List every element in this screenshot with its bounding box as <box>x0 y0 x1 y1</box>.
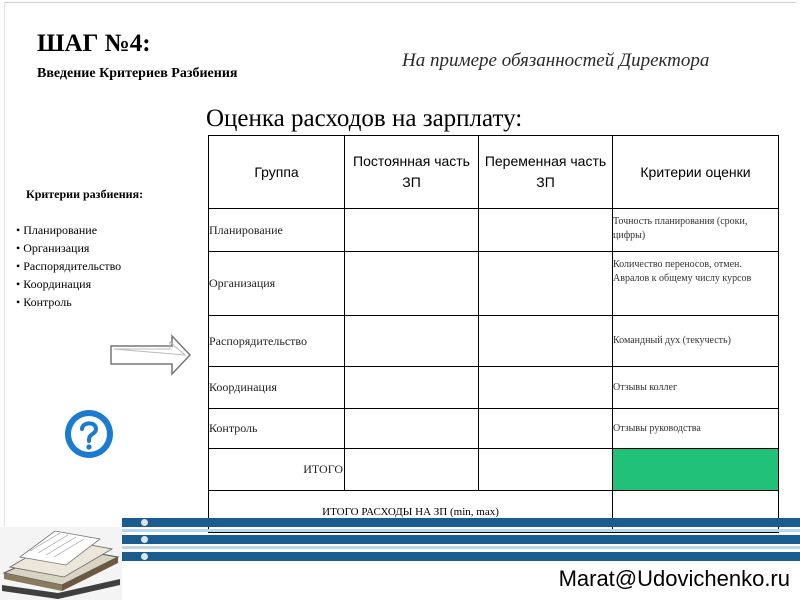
row-criterion: Отзывы коллег <box>613 367 779 409</box>
criteria-item-organization: • Организация <box>16 239 121 257</box>
banner-stripe <box>122 518 800 527</box>
total-fixed-cell[interactable] <box>345 449 479 491</box>
total-variable-cell[interactable] <box>479 449 613 491</box>
variable-pay-cell[interactable] <box>479 209 613 252</box>
row-group-label: Контроль <box>209 409 345 449</box>
fixed-pay-cell[interactable] <box>345 252 479 316</box>
row-criterion: Точность планирования (сроки, цифры) <box>613 209 779 252</box>
row-criterion: Командный дух (текучесть) <box>613 316 779 367</box>
banner-stripe-light <box>122 546 800 549</box>
right-arrow-icon <box>110 333 192 377</box>
table-row <box>209 252 779 316</box>
banner-stripe-light <box>122 529 800 532</box>
row-group-label: Организация <box>209 252 345 316</box>
row-group-label: Распорядительство <box>209 316 345 367</box>
criteria-item-control: • Контроль <box>16 293 121 311</box>
table-row <box>209 209 779 252</box>
table-row <box>209 367 779 409</box>
row-group-label: Координация <box>209 367 345 409</box>
banner-stripe <box>122 535 800 544</box>
step-title: ШАГ №4: <box>37 30 151 57</box>
fixed-pay-cell[interactable] <box>345 316 479 367</box>
criteria-list <box>16 221 121 311</box>
question-icon[interactable] <box>63 408 115 460</box>
row-group-label: Планирование <box>209 209 345 252</box>
criteria-item-coordination: • Координация <box>16 275 121 293</box>
total-highlight-cell <box>613 449 779 491</box>
variable-pay-cell[interactable] <box>479 367 613 409</box>
column-header-variable-pay: Переменная часть ЗП <box>479 136 613 209</box>
criteria-item-planning: • Планирование <box>16 221 121 239</box>
table-row <box>209 409 779 449</box>
step-subtitle: Введение Критериев Разбиения <box>37 66 238 81</box>
salary-table <box>208 135 779 533</box>
page-heading: Оценка расходов на зарплату: <box>206 105 523 132</box>
expenses-label: ИТОГО РАСХОДЫ НА ЗП (min, max) <box>209 491 613 533</box>
variable-pay-cell[interactable] <box>479 252 613 316</box>
example-caption: На примере обязанностей Директора <box>402 50 710 71</box>
footer-email: Marat@Udovichenko.ru <box>558 566 790 591</box>
column-header-group: Группа <box>209 136 345 209</box>
table-header-row <box>209 136 779 209</box>
total-label: ИТОГО <box>209 449 345 491</box>
fixed-pay-cell[interactable] <box>345 367 479 409</box>
table-row <box>209 316 779 367</box>
column-header-criteria: Критерии оценки <box>613 136 779 209</box>
banner-stripe <box>122 552 800 561</box>
criteria-item-direction: • Распорядительство <box>16 257 121 275</box>
fixed-pay-cell[interactable] <box>345 209 479 252</box>
row-criterion: Количество переносов, отмен. Авралов к общему числу курсов <box>613 252 779 316</box>
total-row <box>209 449 779 491</box>
fixed-pay-cell[interactable] <box>345 409 479 449</box>
variable-pay-cell[interactable] <box>479 316 613 367</box>
criteria-title: Критерии разбиения: <box>26 187 144 201</box>
column-header-fixed-pay: Постоянная часть ЗП <box>345 136 479 209</box>
variable-pay-cell[interactable] <box>479 409 613 449</box>
row-criterion: Отзывы руководства <box>613 409 779 449</box>
